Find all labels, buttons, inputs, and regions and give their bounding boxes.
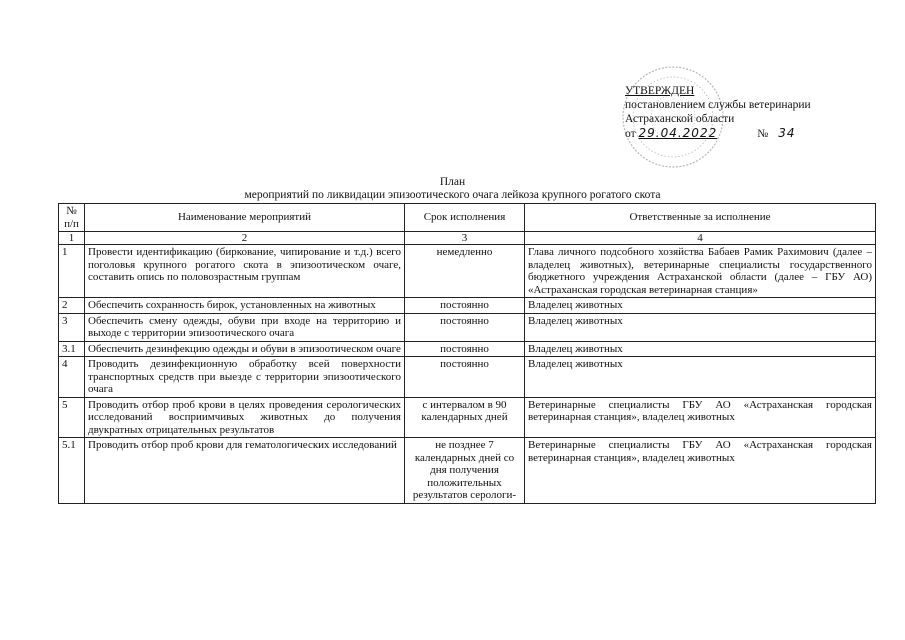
approval-region: Астраханской области (625, 113, 735, 125)
header-term: Срок исполнения (405, 204, 525, 232)
row-name: Проводить отбор проб крови в целях проведения серологических исследований восприимчивых животных до получения двукратных отрицательных результатов (85, 397, 405, 438)
table-row (59, 245, 876, 298)
measures-table (58, 203, 876, 504)
row-num: 3.1 (59, 341, 85, 357)
row-term: не позднее 7 календарных дней со дня получения положительных результатов серологи- (405, 438, 525, 504)
index-cell: 1 (59, 232, 85, 245)
row-responsible: Ветеринарные специалисты ГБУ АО «Астраханская городская ветеринарная станция», владелец животных (525, 397, 876, 438)
row-num: 3 (59, 313, 85, 341)
row-name: Проводить дезинфекционную обработку всей поверхности транспортных средств при выезде с территории эпизоотического очага (85, 357, 405, 398)
plan-title: План (439, 176, 466, 188)
table-row (59, 357, 876, 398)
approval-number: 34 (778, 126, 796, 140)
index-cell: 3 (405, 232, 525, 245)
row-term: немедленно (405, 245, 525, 298)
row-name: Обеспечить смену одежды, обуви при входе на территорию и выходе с территории эпизоотического очага (85, 313, 405, 341)
index-cell: 2 (85, 232, 405, 245)
number-label: № (757, 128, 769, 140)
row-term: постоянно (405, 357, 525, 398)
row-responsible: Ветеринарные специалисты ГБУ АО «Астраханская городская ветеринарная станция», владелец животных (525, 438, 876, 504)
approval-date: 29.04.2022 (638, 126, 718, 140)
row-term: постоянно (405, 341, 525, 357)
table-row (59, 298, 876, 314)
table-row (59, 438, 876, 504)
row-num: 5 (59, 397, 85, 438)
row-name: Провести идентификацию (биркование, чипирование и т.д.) всего поголовья крупного рогатого скота в эпизоотическом очаге, составить опись по половозрастным группам (85, 245, 405, 298)
row-num: 1 (59, 245, 85, 298)
index-cell: 4 (525, 232, 876, 245)
approval-date-line (625, 126, 895, 141)
table-header-row (59, 204, 876, 232)
table-row (59, 313, 876, 341)
row-term: постоянно (405, 313, 525, 341)
plan-subtitle: мероприятий по ликвидации эпизоотического очага лейкоза крупного рогатого скота (244, 189, 661, 201)
approval-block (625, 84, 895, 141)
header-name: Наименование мероприятий (85, 204, 405, 232)
row-name: Обеспечить дезинфекцию одежды и обуви в эпизоотическом очаге (85, 341, 405, 357)
header-responsible: Ответственные за исполнение (525, 204, 876, 232)
table-row (59, 397, 876, 438)
table-row (59, 341, 876, 357)
row-num: 4 (59, 357, 85, 398)
row-term: с интервалом в 90 календарных дней (405, 397, 525, 438)
row-num: 2 (59, 298, 85, 314)
header-num: № п/п (59, 204, 85, 232)
row-name: Проводить отбор проб крови для гематологических исследований (85, 438, 405, 504)
row-responsible: Глава личного подсобного хозяйства Бабаев Рамик Рахимович (далее – владелец животных), ветеринарные специалисты государственного бюджетного учреждения Астраханской области (далее – ГБУ АО) «Астраханская городская ветеринарная станция» (525, 245, 876, 298)
approval-heading: УТВЕРЖДЕН (625, 85, 695, 97)
row-term: постоянно (405, 298, 525, 314)
row-responsible: Владелец животных (525, 298, 876, 314)
row-responsible: Владелец животных (525, 341, 876, 357)
approval-authority: постановлением службы ветеринарии (625, 99, 811, 111)
row-responsible: Владелец животных (525, 313, 876, 341)
row-name: Обеспечить сохранность бирок, установленных на животных (85, 298, 405, 314)
row-responsible: Владелец животных (525, 357, 876, 398)
date-prefix: от (625, 128, 636, 140)
table-index-row (59, 232, 876, 245)
row-num: 5.1 (59, 438, 85, 504)
